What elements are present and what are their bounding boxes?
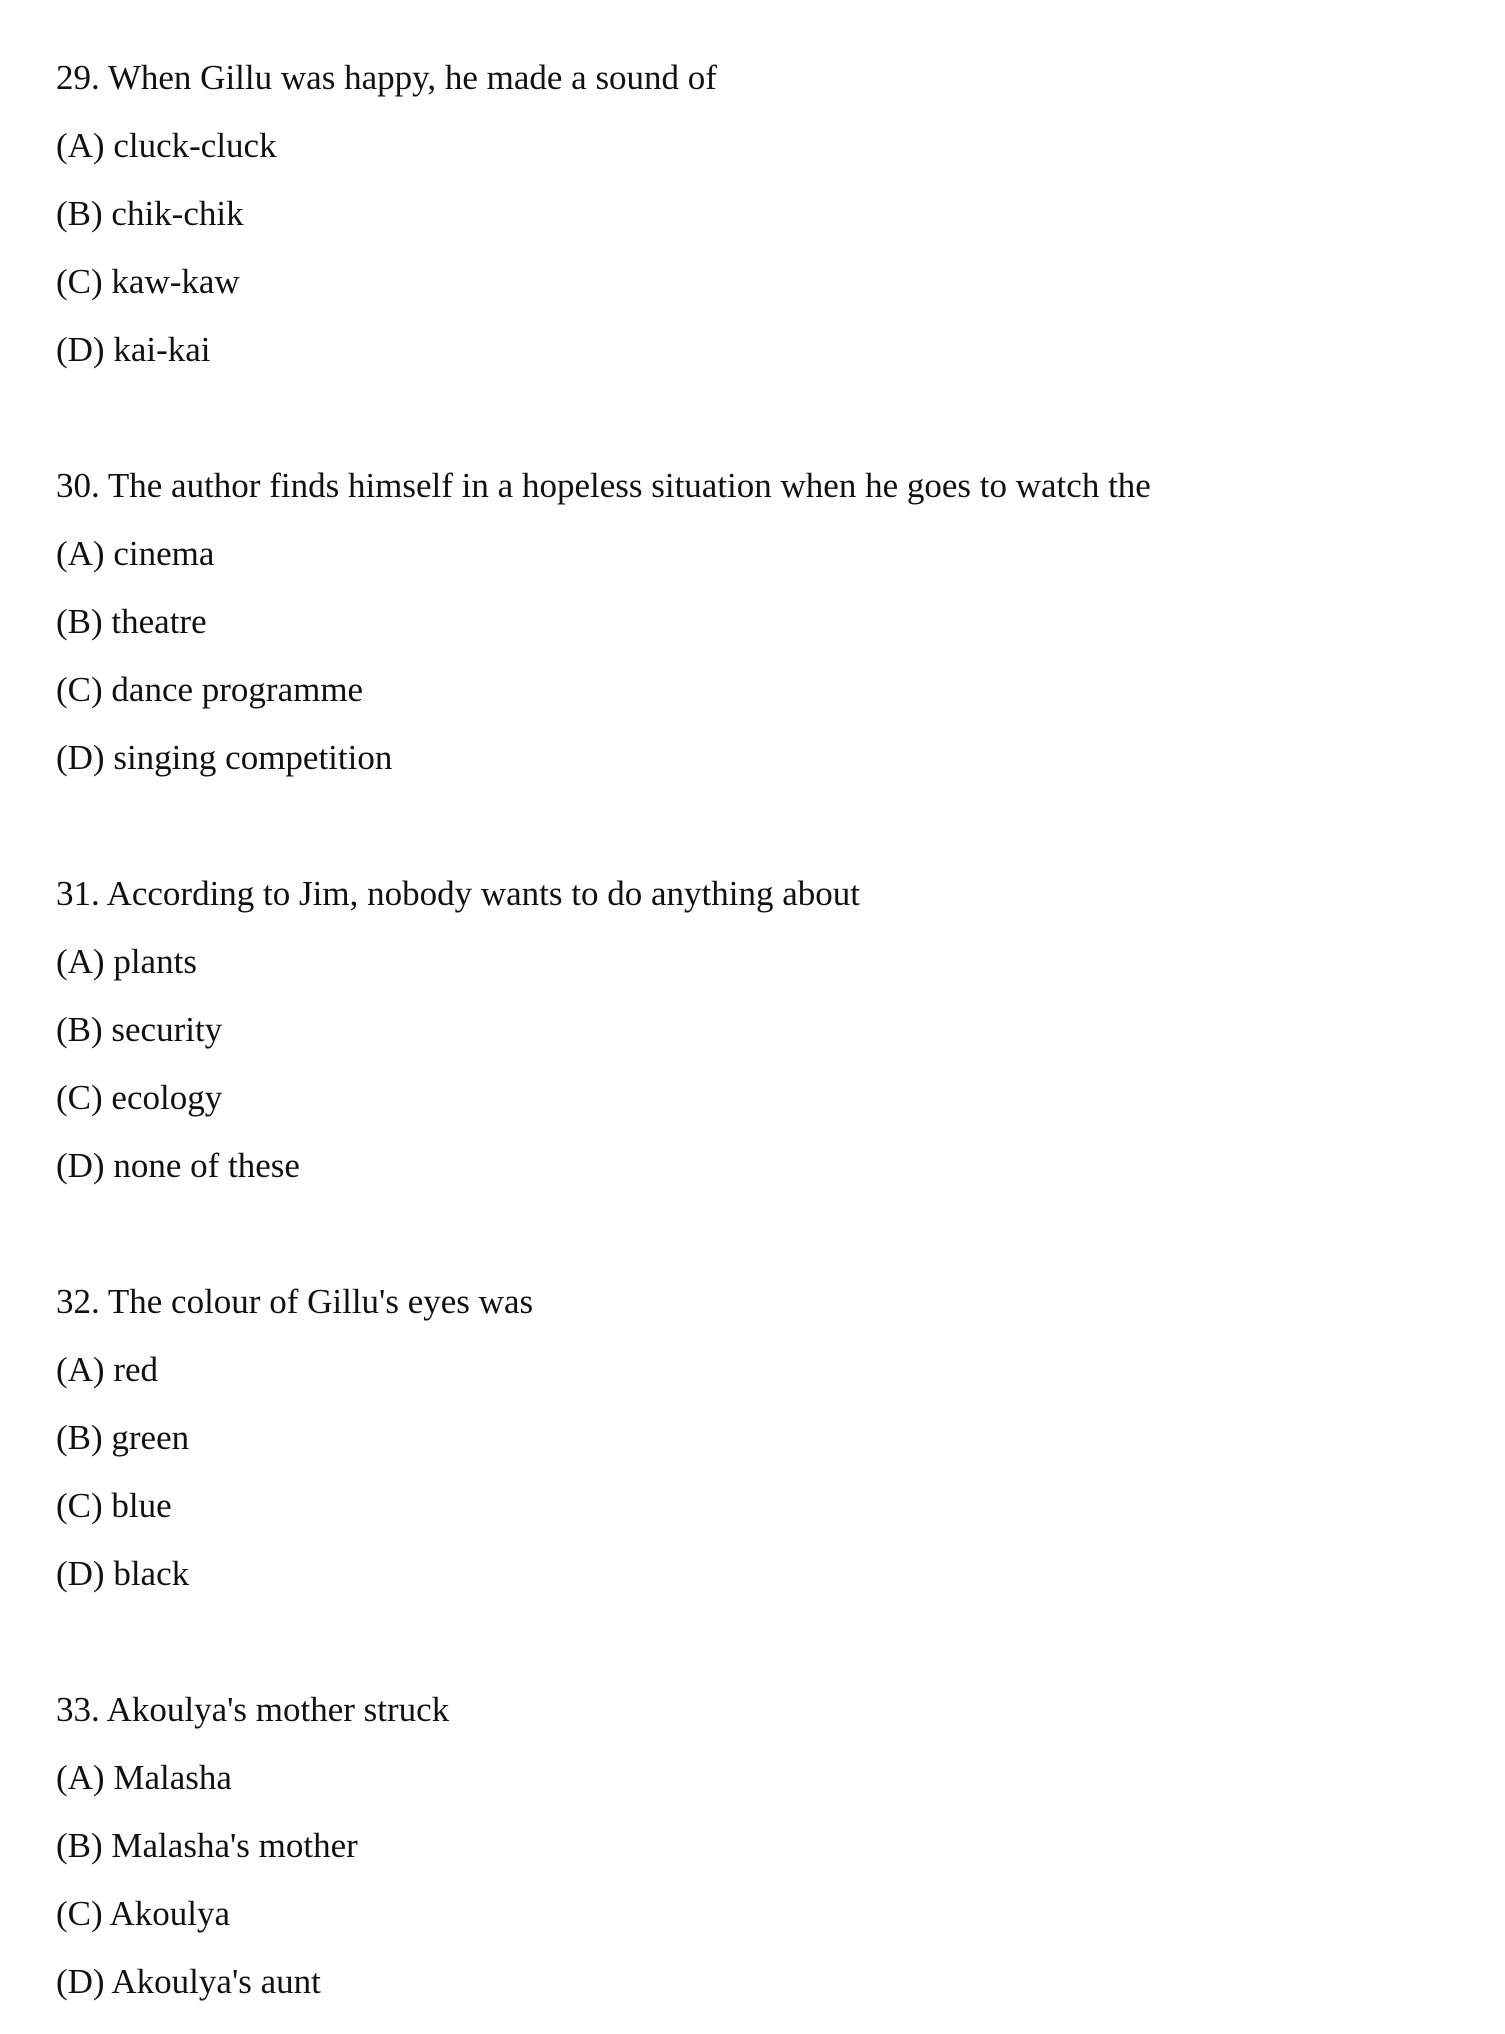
option-c: (C) ecology — [56, 1078, 223, 1117]
option-d: (D) Akoulya's aunt — [56, 1962, 321, 2001]
option-d: (D) none of these — [56, 1146, 300, 1185]
question-33 — [56, 1676, 1505, 2016]
option-b: (B) security — [56, 1010, 223, 1049]
option-d: (D) kai-kai — [56, 330, 211, 369]
question-text: 33. Akoulya's mother struck — [56, 1690, 450, 1729]
option-a: (A) Malasha — [56, 1758, 232, 1797]
question-text: 32. The colour of Gillu's eyes was — [56, 1282, 534, 1321]
option-d: (D) singing competition — [56, 738, 393, 777]
option-c: (C) Akoulya — [56, 1894, 231, 1933]
option-a: (A) plants — [56, 942, 197, 981]
option-a: (A) cinema — [56, 534, 215, 573]
option-b: (B) green — [56, 1418, 190, 1457]
question-32 — [56, 1268, 1505, 1608]
question-text: 30. The author finds himself in a hopeless situation when he goes to watch the — [56, 466, 1151, 505]
option-c: (C) kaw-kaw — [56, 262, 240, 301]
question-31 — [56, 860, 1505, 1200]
option-b: (B) theatre — [56, 602, 207, 641]
option-b: (B) chik-chik — [56, 194, 244, 233]
option-c: (C) blue — [56, 1486, 172, 1525]
question-text: 29. When Gillu was happy, he made a sound of — [56, 58, 717, 97]
option-a: (A) red — [56, 1350, 159, 1389]
question-29 — [56, 44, 1505, 384]
option-c: (C) dance programme — [56, 670, 364, 709]
option-a: (A) cluck-cluck — [56, 126, 277, 165]
option-d: (D) black — [56, 1554, 190, 1593]
question-30 — [56, 452, 1505, 792]
option-b: (B) Malasha's mother — [56, 1826, 358, 1865]
question-text: 31. According to Jim, nobody wants to do anything about — [56, 874, 860, 913]
